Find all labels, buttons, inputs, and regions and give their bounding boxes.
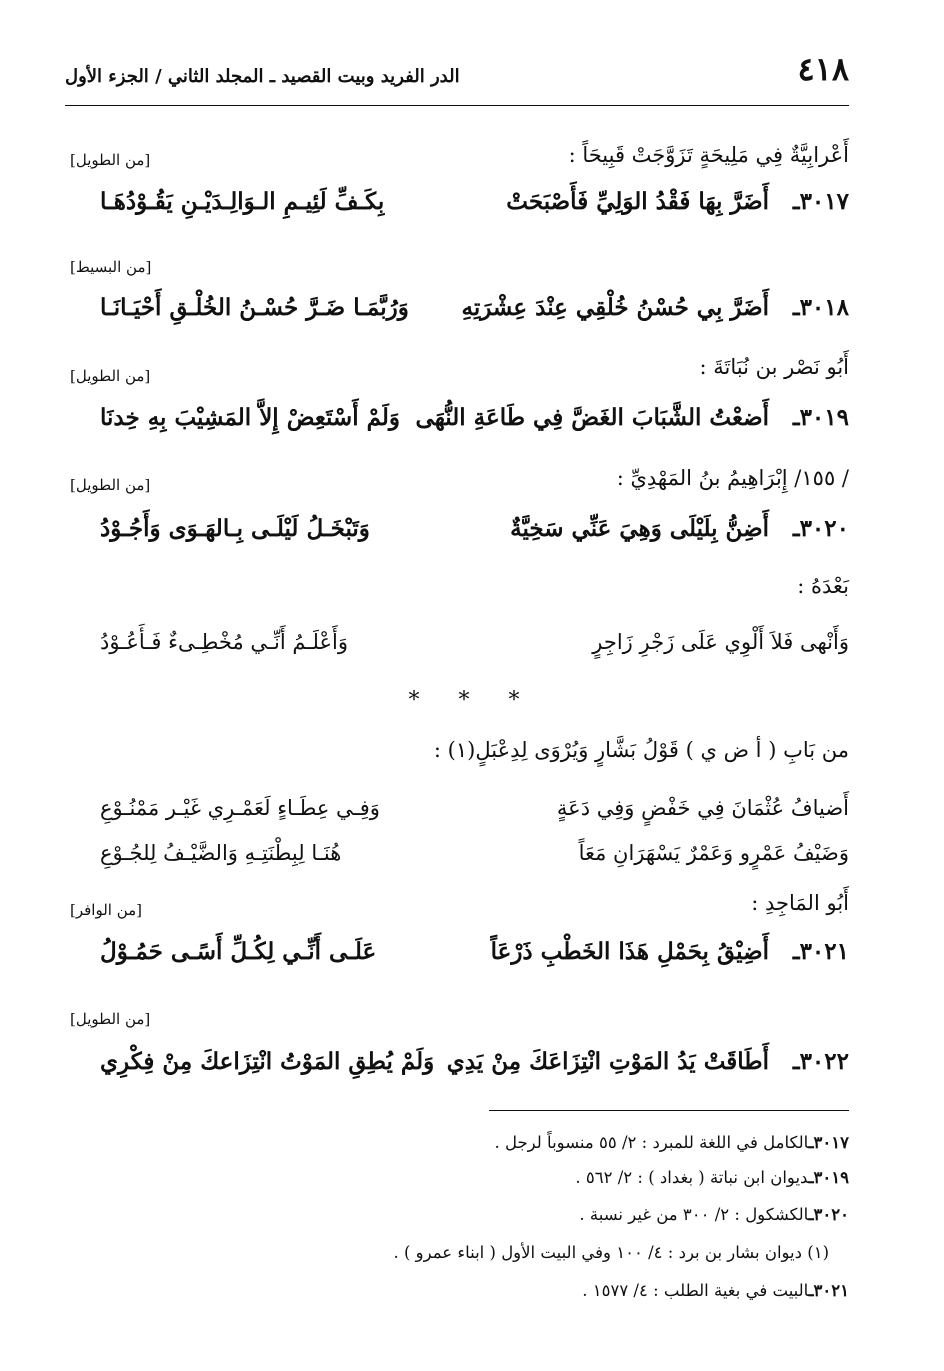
verse-line xyxy=(70,796,849,836)
verse-number: ٣٠٢٢ـ xyxy=(792,1048,849,1075)
entry-intro-line xyxy=(70,891,849,941)
first-hemistich: أَضيافُ عُثْمَانَ فِي خَفْضٍ وَفِي دَعَةٍ xyxy=(556,796,849,820)
footnote xyxy=(70,1205,849,1224)
first-hemistich: وَضَيْفُ عَمْرٍو وَعَمْرٌ يَسْهَرَانِ مَعَاً xyxy=(578,841,849,865)
footnote-text: البيت في بغية الطلب : ٤/ ١٥٧٧ . xyxy=(582,1281,809,1300)
section-intro-line xyxy=(70,738,849,788)
meter-label: [من الوافر] xyxy=(70,901,143,919)
page-header xyxy=(65,50,849,96)
verse-number: ٣٠١٩ـ xyxy=(792,404,849,431)
second-hemistich: وَتَبْخَـلُ لَيْلَـى بِـالهَـوَى وَأَجُـوْدُ xyxy=(100,515,370,542)
meter-label: [من البسيط] xyxy=(70,258,152,276)
verse-number: ٣٠١٧ـ xyxy=(792,188,849,215)
footnote-label: ٣٠٢٠ـ xyxy=(808,1205,849,1224)
verse-line xyxy=(70,938,849,988)
second-hemistich: هُنَـا لِبِطْنَتِـهِ وَالضَّيْـفُ لِلجُـوْعِ xyxy=(100,841,342,865)
footnote-text: (١) ديوان بشار بن برد : ٤/ ١٠٠ وفي البيت الأول ( ابناء عمرو ) . xyxy=(393,1243,829,1262)
verse-number: ٣٠٢١ـ xyxy=(792,938,849,965)
verse-number: ٣٠٢٠ـ xyxy=(792,515,849,542)
verse-line xyxy=(70,404,849,454)
page-number: ٤١٨ xyxy=(797,50,849,88)
footnote xyxy=(70,1243,829,1262)
section-intro: من بَابِ ( أ ض ي ) قَوْلُ بَشَّارٍ وَيُرْوَى لِدِعْبَلٍ(١) : xyxy=(433,738,849,762)
second-hemistich: بِكَـفِّ لَئِيـمِ الـوَالِـدَيْـنِ يَقُـوْدُهَـا xyxy=(100,188,385,215)
meter-label: [من الطويل] xyxy=(70,151,151,169)
entry-intro-line xyxy=(70,355,849,405)
footnote-label: ٣٠١٧ـ xyxy=(808,1133,849,1152)
footnote-rule xyxy=(489,1110,849,1111)
footnote-text: ديوان ابن نباتة ( بغداد ) : ٢/ ٥٦٢ . xyxy=(575,1168,809,1187)
footnote xyxy=(70,1133,849,1152)
verse-line xyxy=(70,188,849,238)
second-hemistich: وَفِـي عِطَـاءٍ لَعَمْـرِي غَيْـر مَمْنُـوْعِ xyxy=(100,796,380,820)
footnote-text: الكامل في اللغة للمبرد : ٢/ ٥٥ منسوباً لرجل . xyxy=(494,1133,809,1152)
entry-intro: أَبُو المَاجِدِ : xyxy=(751,891,849,915)
after-label: بَعْدَهُ : xyxy=(797,574,849,598)
first-hemistich: أَطَاقَتْ يَدُ المَوْتِ انْتِزَاعَكَ مِنْ يَدِي xyxy=(446,1048,769,1075)
verse-line xyxy=(70,841,849,881)
verse-number: ٣٠١٨ـ xyxy=(792,294,849,321)
entry-intro: أَعْرابِيَّةٌ فِي مَلِيحَةٍ تَزَوَّجَتْ قَبِيحَاً : xyxy=(568,143,849,167)
verse-line xyxy=(70,294,849,344)
first-hemistich: أَضَرَّ بِهَا فَقْدُ الوَلِيِّ فَأَصْبَحَتْ xyxy=(506,188,769,215)
second-hemistich: وَلَمْ أَسْتَعِضْ إِلاَّ المَشِيْبَ بِهِ خِدنَا xyxy=(100,404,401,431)
first-hemistich: أَضِيْقُ بِحَمْلِ هَذَا الخَطْبِ ذَرْعَاً xyxy=(490,938,769,965)
meter-label: [من الطويل] xyxy=(70,367,151,385)
footnote-label: ٣٠٢١ـ xyxy=(808,1281,849,1300)
first-hemistich: أَضَرَّ بِي حُسْنُ خُلْقِي عِنْدَ عِشْرَتِهِ xyxy=(461,294,769,321)
second-hemistich: وَرُبَّمَـا ضَـرَّ حُسْـنُ الخُلْـقِ أَحْيَـانَـا xyxy=(100,294,409,321)
second-hemistich: وَأَعْلَـمُ أَنِّـي مُخْطِـىءٌ فَـأَعُـوْدُ xyxy=(100,630,348,654)
first-hemistich: أَضعْتُ الشَّبَابَ الغَضَّ فِي طَاعَةِ النُّهَى xyxy=(415,404,769,431)
footnote-label: ٣٠١٩ـ xyxy=(808,1168,849,1187)
section-separator: * * * xyxy=(408,688,536,713)
second-hemistich: عَلَـى أَنِّـي لِكُـلِّ أَسًـى حَمُـوْلُ xyxy=(100,938,377,965)
entry-intro: أَبُو نَصْر بن نُبَاتَةَ : xyxy=(699,355,849,379)
verse-line xyxy=(70,1048,849,1098)
header-rule xyxy=(65,105,849,106)
entry-intro-line xyxy=(70,143,849,193)
after-label-line xyxy=(70,574,849,624)
second-hemistich: وَلَمْ يُطِقِ المَوْتُ انْتِزَاعكَ مِنْ فِكْرِي xyxy=(100,1048,435,1075)
verse-line xyxy=(70,515,849,565)
entry-intro: / ١٥٥/ إِبْرَاهِيمُ بنُ المَهْدِيِّ : xyxy=(616,466,849,490)
verse-line xyxy=(70,630,849,670)
footnote xyxy=(70,1281,849,1300)
meter-label: [من الطويل] xyxy=(70,1010,151,1028)
first-hemistich: أَضِنُّ بِلَيْلَى وَهِيَ عَنِّي سَخِيَّةٌ xyxy=(510,515,769,542)
footnote xyxy=(70,1168,849,1187)
entry-intro-line xyxy=(70,466,849,516)
first-hemistich: وَأَنْهى فَلاَ أَلْوِي عَلَى زَجْرِ زَاجِرٍ xyxy=(592,630,849,654)
running-title: الدر الفريد وبيت القصيد ـ المجلد الثاني / الجزء الأول xyxy=(65,66,460,87)
footnote-text: الكشكول : ٢/ ٣٠٠ من غير نسبة . xyxy=(579,1205,809,1224)
meter-label: [من الطويل] xyxy=(70,476,151,494)
